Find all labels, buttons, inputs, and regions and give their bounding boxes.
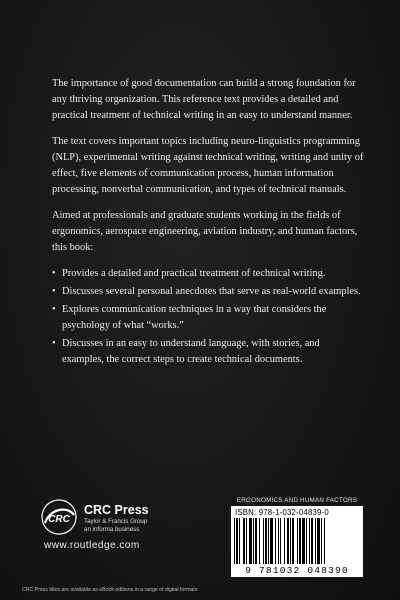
feature-item: • Discusses several personal anecdotes that serve as real-world examples. [52, 284, 364, 300]
feature-list [52, 266, 364, 368]
barcode-digits: 9 781032 048390 [245, 565, 349, 576]
blurb-paragraph-3: Aimed at professionals and graduate students working in the fields of ergonomics, aerospace engineering, aviation industry, and human factors, this book: [52, 210, 358, 253]
logo-lettering: CRC [48, 514, 70, 525]
feature-item: • Explores communication techniques in a way that considers the psychology of what “works.” [52, 302, 364, 334]
ebook-availability-note: CRC Press titles are available as eBook editions in a range of digital formats [22, 587, 198, 593]
blurb-paragraph-1: The importance of good documentation can build a strong foundation for any thriving organization. This reference text provides a detailed and practical treatment of technical writing in an easy to understand manner. [52, 78, 356, 121]
blurb-paragraph-2: The text covers important topics including neuro-linguistics programming (NLP), experimental writing against technical writing, writing and unity of effect, five elements of communication process, human information processing, nonverbal communication, and types of technical manuals. [52, 136, 364, 195]
feature-item: • Discusses in an easy to understand language, with stories, and examples, the correct steps to create technical documents. [52, 336, 364, 368]
series-label: ERGONOMICS AND HUMAN FACTORS [236, 497, 358, 504]
publisher-subline [84, 518, 147, 534]
publisher-business: an informa business [84, 526, 140, 533]
crc-press-logo [40, 498, 78, 536]
isbn-number: ISBN: 978-1-032-04839-0 [235, 508, 329, 517]
cover-blurb [52, 76, 364, 370]
barcode-icon [234, 518, 360, 564]
publisher-website: www.routledge.com [44, 540, 140, 551]
feature-item: • Provides a detailed and practical treatment of technical writing. [52, 266, 364, 282]
isbn-barcode [231, 506, 363, 577]
publisher-block [40, 498, 220, 588]
publisher-name: CRC Press [84, 503, 149, 517]
publisher-group: Taylor & Francis Group [84, 518, 148, 525]
